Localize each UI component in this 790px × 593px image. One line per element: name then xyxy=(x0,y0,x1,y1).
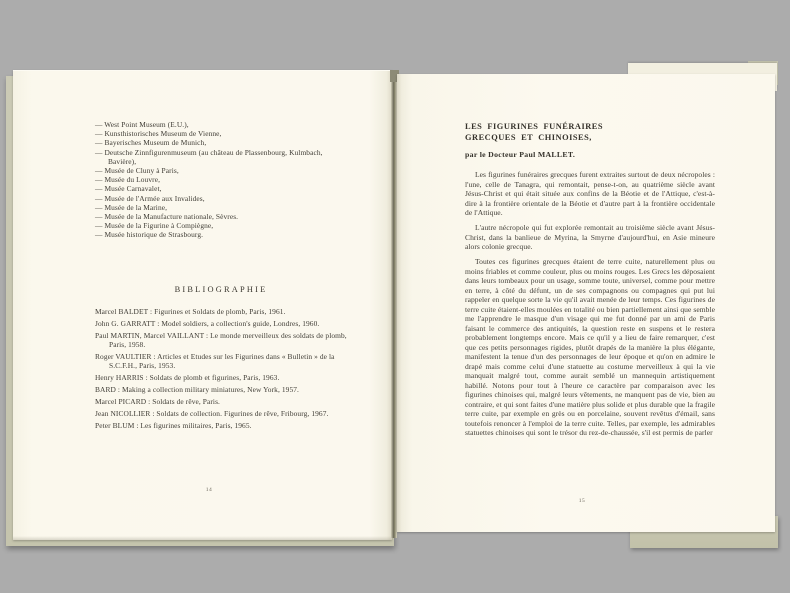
paragraph: Toutes ces figurines grecques étaient de terre cuite, naturellement plus ou moins friables et comme couleur, plus ou moins rouges. Les Grecs les déposaient dans leurs tombeaux pour un usage, somme toute, universel, comme pour mettre en terre, à côté du défunt, un de ses compagnons ou compagnes qui put lui rappeler en quelque sorte la vie qu'il avait menée de leur temps. Ces figurines de terre cuite étaient-elles moulées en totalité ou bien partiellement ainsi que semble me l'apprendre le masque d'un visage qui me fut donné par un ami de Paris faisant le commerce des antiquités, la question reste en suspens et le restera probablement longtemps encore. Mais ce qu'il y a lieu de faire remarquer, c'est que ces petits personnages rigides, plutôt drapés de la manière la plus élégante, manifestent la tenue d'un des personnages de leur époque et qu'on en admire le drapé mais comme celui d'une statuette au costume merveilleux à qui la vie manquait malgré tout, comme aurait semblé un mannequin artistiquement habillé. Notons pour tout à l'heure ce caractère par comparaison avec les figurines chinoises qui, malgré leurs vêtements, ne manquent pas de vie, bien au contraire, et qui sont faites d'une matière plus solide et plus durable que la fragile terre cuite, par exemple en grès ou en porcelaine, souvent revêtus d'émail, sans toutefois renoncer à l'emploi de la terre cuite. Telles, par exemple, les admirables statuettes chinoises qui sont le trésor du rez-de-chaussée, s'il est permis de parler xyxy=(465,257,716,437)
paragraph: Les figurines funéraires grecques furent extraites surtout de deux nécropoles : l'une, celle de Tanagra, qui remontait, pense-t-on, au quatrième siècle avant Jésus-Christ et qui était située aux confins de la Béotie et de l'Attique, c'est-à-dire à la frontière orientale de la Béotie et d'autre part à la frontière occidentale de l'Attique. xyxy=(465,170,715,217)
museum-list-item: — Musée de la Marine, xyxy=(95,202,168,212)
article-title xyxy=(465,122,715,143)
article-body xyxy=(465,170,715,443)
bibliography-entry: Marcel PICARD : Soldats de rêve, Paris. xyxy=(95,397,221,406)
bibliography-entry: Jean NICOLLIER : Soldats de collection. Figurines de rêve, Fribourg, 1967. xyxy=(95,409,329,418)
museum-list-item: — Musée historique de Strasbourg. xyxy=(95,230,204,240)
left-page xyxy=(13,70,392,540)
bibliography-entry: John G. GARRATT : Model soldiers, a collection's guide, Londres, 1960. xyxy=(95,319,320,328)
museum-list-item: — Musée de Cluny à Paris, xyxy=(95,166,179,176)
museum-list-item: — Musée du Louvre, xyxy=(95,175,161,185)
museum-list-item: — Musée de la Figurine à Compiègne, xyxy=(95,221,214,231)
page-number-left: 14 xyxy=(205,487,213,493)
right-page xyxy=(397,74,775,532)
bibliography-entry: Paul MARTIN, Marcel VAILLANT : Le monde merveilleux des soldats de plomb, Paris, 1958. xyxy=(95,331,347,349)
article-byline: par le Docteur Paul MALLET. xyxy=(465,150,576,159)
article-title-line1: LES FIGURINES FUNÉRAIRES xyxy=(465,122,603,131)
museum-list-item: — Kunsthistorisches Museum de Vienne, xyxy=(95,129,222,139)
museum-list-item: — Musée Carnavalet, xyxy=(95,184,162,194)
bibliography-entry: Peter BLUM : Les figurines militaires, Paris, 1965. xyxy=(95,421,252,430)
museum-list xyxy=(95,120,347,240)
bibliography-entry: BARD : Making a collection military miniatures, New York, 1957. xyxy=(95,385,299,394)
article-title-line2: GRECQUES ET CHINOISES, xyxy=(465,132,592,142)
page-number-right: 15 xyxy=(578,498,586,504)
bibliography-heading: BIBLIOGRAPHIE xyxy=(174,285,268,294)
museum-list-item: — Musée de la Manufacture nationale, Sèvres. xyxy=(95,212,239,222)
bibliography-list xyxy=(95,307,351,433)
bibliography-entry: Roger VAULTIER : Articles et Etudes sur les Figurines dans « Bulletin » de la S.C.F.H., Paris, 1953. xyxy=(95,352,335,370)
bibliography-entry: Henry HARRIS : Soldats de plomb et figurines, Paris, 1963. xyxy=(95,373,280,382)
museum-list-item: — West Point Museum (E.U.), xyxy=(95,120,189,129)
museum-list-item: — Musée de l'Armée aux Invalides, xyxy=(95,193,205,203)
paragraph: L'autre nécropole qui fut explorée remontait au troisième siècle avant Jésus-Christ, dans la banlieue de Myrina, la Smyrne d'aujourd'hui, en Asie mineure alors colonie grecque. xyxy=(465,223,715,251)
bibliography-entry: Marcel BALDET : Figurines et Soldats de plomb, Paris, 1961. xyxy=(95,307,286,316)
museum-list-item: — Bayerisches Museum de Munich, xyxy=(95,138,207,148)
museum-list-item: — Deutsche Zinnfigurenmuseum (au château de Plassenbourg, Kulmbach, Bavière), xyxy=(95,147,323,166)
